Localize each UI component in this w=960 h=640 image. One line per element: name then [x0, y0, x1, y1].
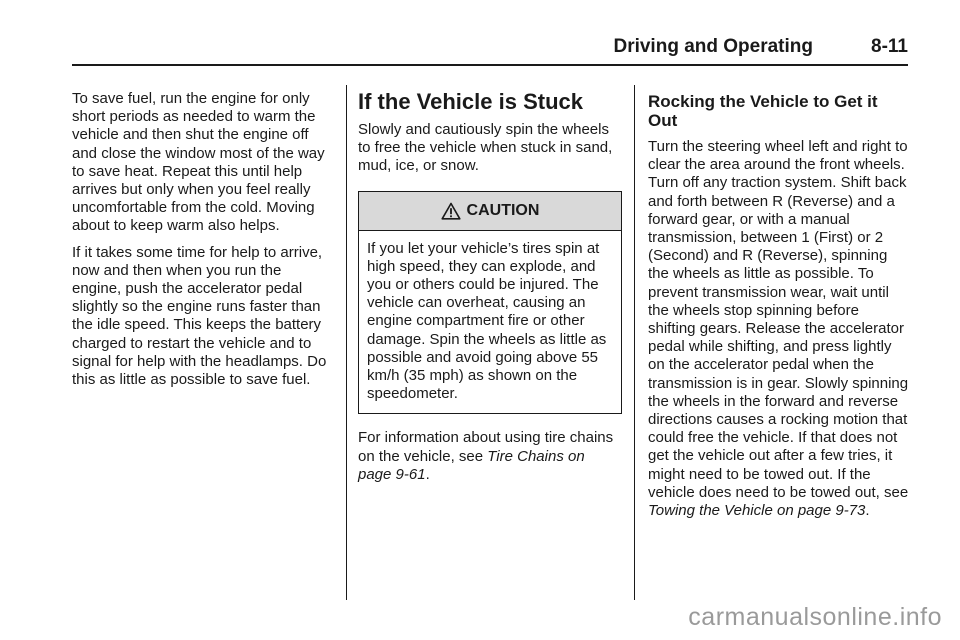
- paragraph-rocking: [648, 138, 910, 520]
- column-middle: [358, 90, 622, 492]
- caution-label: CAUTION: [466, 201, 540, 219]
- column-divider-2: [634, 85, 635, 600]
- paragraph-help-arrive: If it takes some time for help to arrive, now and then when you run the engine, push the accelerator pedal slightly so the engine runs faster than the idle speed. This keeps the battery charged to restart the vehicle and to signal for help with the headlamps. Do this as little as possible to save fuel.: [72, 243, 327, 389]
- heading-rocking-vehicle: Rocking the Vehicle to Get it Out: [648, 92, 878, 130]
- column-divider-1: [346, 85, 347, 600]
- section-title: Driving and Operating: [613, 36, 813, 57]
- watermark: carmanualsonline.info: [688, 603, 942, 631]
- paragraph-tire-chains: [358, 429, 622, 484]
- link-towing-vehicle[interactable]: Towing the Vehicle on page 9-73: [648, 502, 866, 520]
- warning-triangle-icon: [441, 202, 461, 220]
- caution-header: [359, 192, 621, 231]
- heading-vehicle-stuck: If the Vehicle is Stuck: [358, 89, 583, 114]
- rocking-end: .: [865, 502, 870, 520]
- tire-chains-text: For information about using tire chains on the vehicle, see: [358, 429, 614, 465]
- tire-chains-end: .: [425, 465, 430, 483]
- rocking-text: Turn the steering wheel left and right to clear the area around the front wheels. Turn off any traction system. Shift back and forth between R (Reverse) and a forward gear, or with a manual transmission, between 1 (First) or 2 (Second) and R (Reverse), spinning the wheels as little as possible. To prevent transmission wear, wait until the wheels stop spinning before shifting gears. Release the accelerator pedal while shifting, and press lightly on the accelerator pedal when the transmission is in gear. Slowly spinning the wheels in the forward and reverse directions causes a rocking motion that could free the vehicle. If that does not get the vehicle out after a few tries, it might need to be towed out. If the vehicle does need to be towed out, see: [648, 138, 909, 501]
- page-header: [72, 32, 908, 66]
- link-tire-chains[interactable]: Tire Chains on page 9-61: [358, 447, 585, 483]
- caution-box: [358, 191, 622, 415]
- page-number: 8-11: [871, 36, 908, 57]
- paragraph-save-fuel: To save fuel, run the engine for only short periods as needed to warm the vehicle and then shut the engine off and close the window most of the way to save heat. Repeat this until help arrives but only when you feel really uncomfortable from the cold. Moving about to keep warm also helps.: [72, 90, 325, 235]
- paragraph-spin-wheels: Slowly and cautiously spin the wheels to free the vehicle when stuck in sand, mud, ice, or snow.: [358, 121, 613, 175]
- column-left: [72, 90, 334, 397]
- column-right: [648, 90, 910, 528]
- caution-text: If you let your vehicle’s tires spin at high speed, they can explode, and you or others could be injured. The vehicle can overheat, causing an engine compartment fire or other damage. Spin the wheels as little as possible and avoid going above 55 km/h (35 mph) as shown on the speedometer.: [367, 239, 607, 403]
